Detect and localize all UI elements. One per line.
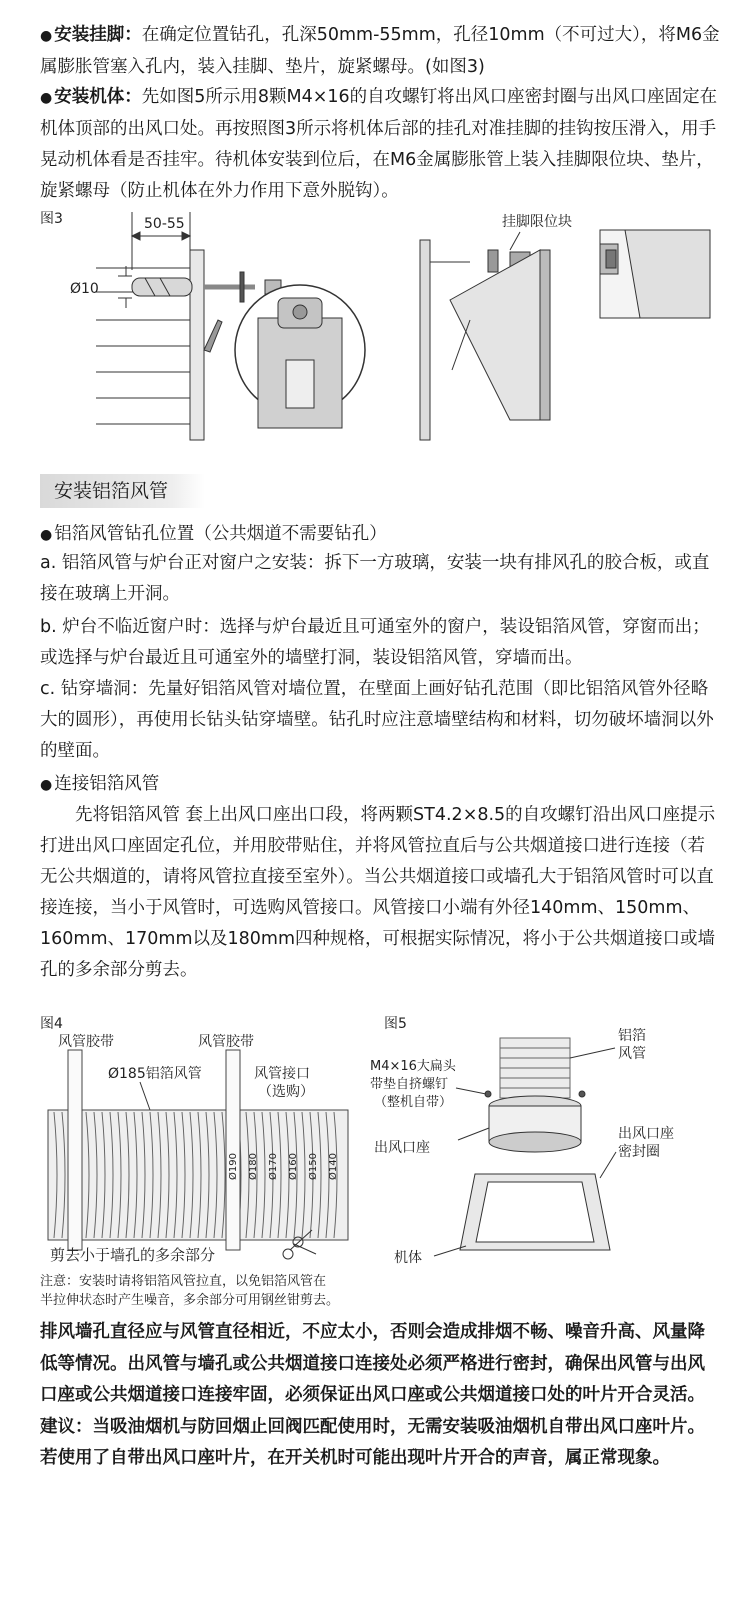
cut-note-text: 剪去小于墙孔的多余部分 <box>50 1246 216 1264</box>
wall-right <box>420 240 430 440</box>
adapter-size-label: Ø190 <box>228 1153 239 1180</box>
foil-duct <box>500 1038 615 1098</box>
machine-side <box>430 250 550 420</box>
hanger-text: 在确定位置钻孔，孔深50mm-55mm，孔径10mm（不可过大），将M6金属膨胀管塞入孔内，装入挂脚、垫片，旋紧螺母。(如图3) <box>40 25 720 77</box>
body-title: 安装机体： <box>54 87 142 107</box>
connect-text: 先将铝箔风管 套上出风口座出口段，将两颗ST4.2×8.5的自攻螺钉沿出风口座提示打进出风口座固定孔位，并用胶带贴住，并将风管拉直后与公共烟道接口进行连接（若无公共烟道的，请将风管拉直接至室外）。当公共烟道接口或墙孔大于铝箔风管时可以直接连接，当小于风管时，可选购风管接口。风管接口小端有外径140mm、150mm、160mm、170mm以及180mm四种规格，可根据实际情况，将小于公共烟道接口或墙孔的多余部分剪去。 <box>40 805 716 980</box>
body-text: 先如图5所示用8颗M4×16的自攻螺钉将出风口座密封圈与出风口座固定在机体顶部的出风口处。再按照图3所示将机体后部的挂孔对准挂脚的挂钩按压滑入，用手晃动机体看是否挂牢。待机体安装到位后，在M6金属膨胀管上装入挂脚限位块、垫片，旋紧螺母（防止机体在外力作用下意外脱钩）。 <box>40 87 718 201</box>
body-paragraph <box>40 82 720 207</box>
hanger-title: 安装挂脚： <box>54 25 142 45</box>
screw-text-1: M4×16大扁头 <box>370 1059 456 1074</box>
dim-dia-text: Ø10 <box>70 281 99 297</box>
figure-5 <box>360 1028 720 1268</box>
adapter-size-label: Ø160 <box>288 1153 299 1180</box>
body-text: 机体 <box>394 1250 422 1266</box>
bullet: ● <box>40 90 53 106</box>
adapter-size-label: Ø180 <box>248 1153 259 1180</box>
screw-text-2: 带垫自挤螺钉 <box>370 1077 449 1092</box>
tape-left-text: 风管胶带 <box>58 1034 114 1050</box>
connect-paragraph <box>40 769 720 801</box>
item-a: a. 铝箔风管与炉台正对窗户之安装：拆下一方玻璃，安装一块有排风孔的胶合板，或直接在玻璃上开洞。 <box>40 553 710 604</box>
item-b: b. 炉台不临近窗户时：选择与炉台最近且可通室外的窗户，装设铝箔风管，穿窗而出；或选择与炉台最近且可通室外的墙壁打洞，装设铝箔风管，穿墙而出。 <box>40 617 710 668</box>
screw-text-3: （整机自带） <box>374 1095 453 1110</box>
seal-text-1: 出风口座 <box>618 1126 674 1142</box>
limit-block-leader <box>510 232 520 250</box>
adapter-label-text: 风管接口 <box>254 1066 310 1082</box>
tape-right-text: 风管胶带 <box>198 1034 254 1050</box>
duct-label-text: Ø185铝箔风管 <box>108 1066 202 1082</box>
note-line-2: 半拉伸状态时产生噪音，多余部分可用钢丝钳剪去。 <box>40 1293 340 1308</box>
limit-block-detail <box>600 230 710 318</box>
item-c: c. 钻穿墙洞：先量好铝箔风管对墙位置，在壁面上画好钻孔范围（即比铝箔风管外径略大的圆形），再使用长钻头钻穿墙壁。钻孔时应注意墙壁结构和材料，切勿破坏墙洞以外的壁面。 <box>40 679 714 761</box>
bullet: ● <box>40 527 53 543</box>
adapter-size-label: Ø170 <box>268 1153 279 1180</box>
adapter-size-label: Ø140 <box>328 1153 339 1180</box>
figure-4 <box>40 1030 370 1270</box>
connect-title: 连接铝箔风管 <box>54 774 160 794</box>
adapter-sub-text: （选购） <box>258 1084 314 1100</box>
hanger-paragraph <box>40 20 720 83</box>
outlet-text: 出风口座 <box>374 1140 430 1156</box>
note <box>40 1272 339 1310</box>
fig4-label: 图4 <box>40 1016 63 1032</box>
final-paragraph: 排风墙孔直径应与风管直径相近，不应太小，否则会造成排烟不畅、噪音升高、风量降低等情况。出风管与墙孔或公共烟道接口连接处必须严格进行密封，确保出风管与出风口座或公共烟道接口连接牢固，必须保证出风口座或公共烟道接口处的叶片开合灵活。建议：当吸油烟机与防回烟止回阀匹配使用时，无需安装吸油烟机自带出风口座叶片。若使用了自带出风口座叶片，在开关机时可能出现叶片开合的声音，属正常现象。 <box>40 1322 705 1468</box>
section-title: 安装铝箔风管 <box>40 474 205 508</box>
drill-title: 铝箔风管钻孔位置（公共烟道不需要钻孔） <box>54 524 387 544</box>
foil-text-2: 风管 <box>618 1046 646 1062</box>
seal-text-2: 密封圈 <box>618 1144 660 1160</box>
drill-paragraph <box>40 519 720 551</box>
hanger-detail <box>235 285 365 428</box>
limit-block-text: 挂脚限位块 <box>502 214 572 230</box>
seal-ring <box>434 1152 616 1256</box>
dim-depth-text: 50-55 <box>144 216 185 232</box>
note-line-1: 注意：安装时请将铝箔风管拉直，以免铝箔风管在 <box>40 1274 327 1289</box>
fig3-label: 图3 <box>40 211 63 227</box>
bullet: ● <box>40 28 53 44</box>
fig5-label: 图5 <box>384 1016 407 1032</box>
figure-3 <box>40 210 720 460</box>
bullet: ● <box>40 777 53 793</box>
adapter-size-label: Ø150 <box>308 1153 319 1180</box>
foil-text: 铝箔 <box>618 1028 646 1044</box>
